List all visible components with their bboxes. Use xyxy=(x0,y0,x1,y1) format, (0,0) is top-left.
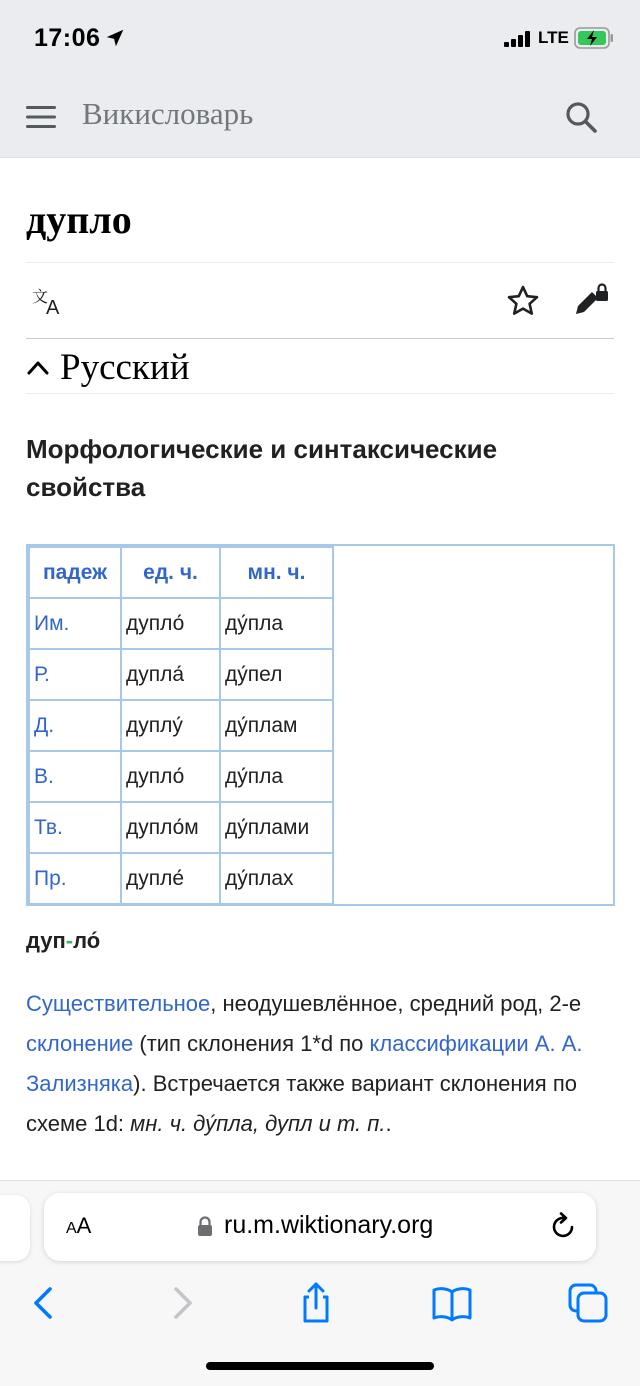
reader-settings-button[interactable] xyxy=(66,1213,91,1239)
edit-locked-icon[interactable] xyxy=(572,282,610,318)
network-type: LTE xyxy=(538,28,569,47)
table-row xyxy=(29,598,333,649)
table-row xyxy=(29,802,333,853)
singular-cell: дуплу́ xyxy=(121,700,220,751)
singular-cell: дупла́ xyxy=(121,649,220,700)
syllable-part: ло́ xyxy=(73,928,101,953)
case-cell[interactable]: Им. xyxy=(29,598,121,649)
menu-icon[interactable] xyxy=(26,104,56,130)
plural-cell: ду́пла xyxy=(220,598,333,649)
plural-cell: ду́плам xyxy=(220,700,333,751)
header-singular[interactable]: ед. ч. xyxy=(121,547,220,598)
svg-text:A: A xyxy=(46,297,60,316)
actions-divider xyxy=(26,338,614,339)
plural-cell: ду́плах xyxy=(220,853,333,904)
link-declension[interactable]: склонение xyxy=(26,1031,134,1056)
declension-infobox xyxy=(26,544,615,906)
table-header-row xyxy=(29,547,333,598)
star-icon[interactable] xyxy=(506,284,540,318)
case-cell[interactable]: Пр. xyxy=(29,853,121,904)
aa-small-label: A xyxy=(66,1220,77,1237)
tabs-icon[interactable] xyxy=(566,1281,610,1325)
chevron-up-icon xyxy=(26,358,50,376)
page-title: дупло xyxy=(26,197,132,242)
singular-cell: дупло́м xyxy=(121,802,220,853)
description-text: . xyxy=(385,1111,392,1136)
case-cell[interactable]: В. xyxy=(29,751,121,802)
description-italic: мн. ч. ду́пла, дупл и т. п. xyxy=(130,1111,386,1136)
battery-charging-icon xyxy=(574,27,614,49)
language-icon[interactable] xyxy=(32,286,66,316)
status-time: 17:06 xyxy=(34,24,101,52)
singular-cell: дупле́ xyxy=(121,853,220,904)
lock-icon xyxy=(196,1215,214,1237)
case-cell[interactable]: Тв. xyxy=(29,802,121,853)
forward-icon[interactable] xyxy=(160,1281,204,1325)
description-text: , неодушевлённое, средний род, 2-е xyxy=(210,991,582,1016)
browser-bottom-bar xyxy=(0,1180,640,1386)
url-text[interactable]: ru.m.wiktionary.org xyxy=(224,1211,434,1239)
share-icon[interactable] xyxy=(294,1281,338,1325)
svg-text:文: 文 xyxy=(32,287,49,306)
reload-icon[interactable] xyxy=(548,1211,578,1241)
location-arrow-icon xyxy=(104,27,126,49)
app-header xyxy=(0,76,640,158)
table-row xyxy=(29,751,333,802)
search-icon[interactable] xyxy=(564,100,598,134)
declension-table xyxy=(28,546,334,905)
syllable-division xyxy=(26,928,100,954)
description-text: ). Встречается также вариант склонения по схеме 1d: xyxy=(26,1071,577,1136)
case-cell[interactable]: Д. xyxy=(29,700,121,751)
singular-cell: дупло́ xyxy=(121,751,220,802)
header-plural[interactable]: мн. ч. xyxy=(220,547,333,598)
link-noun[interactable]: Существительное xyxy=(26,991,211,1016)
link-zaliznyak-classification[interactable]: классификации А. А. Зализняка xyxy=(26,1031,583,1096)
section-title: Русский xyxy=(60,347,190,388)
header-case[interactable]: падеж xyxy=(29,547,121,598)
title-divider xyxy=(26,262,614,263)
table-row xyxy=(29,700,333,751)
description-text: (тип склонения 1*d по xyxy=(133,1031,370,1056)
signal-bars-icon xyxy=(504,31,532,47)
grammar-description xyxy=(26,984,616,1144)
case-cell[interactable]: Р. xyxy=(29,649,121,700)
syllable-part: дуп xyxy=(26,928,66,953)
plural-cell: ду́пел xyxy=(220,649,333,700)
plural-cell: ду́пла xyxy=(220,751,333,802)
back-icon[interactable] xyxy=(22,1281,66,1325)
bookmarks-icon[interactable] xyxy=(430,1281,474,1325)
section-divider xyxy=(26,393,614,394)
status-bar xyxy=(0,0,640,76)
home-indicator xyxy=(206,1362,434,1370)
plural-cell: ду́плами xyxy=(220,802,333,853)
page-actions xyxy=(26,264,614,338)
table-row xyxy=(29,853,333,904)
aa-large-label: A xyxy=(76,1213,92,1238)
previous-tab-pill[interactable] xyxy=(0,1195,30,1261)
address-bar[interactable] xyxy=(44,1193,596,1261)
singular-cell: дупло́ xyxy=(121,598,220,649)
site-title[interactable]: Викисловарь xyxy=(82,96,254,131)
subheading: Морфологические и синтаксические свойства xyxy=(26,434,498,502)
syllable-hyphen: - xyxy=(65,928,74,953)
table-row xyxy=(29,649,333,700)
